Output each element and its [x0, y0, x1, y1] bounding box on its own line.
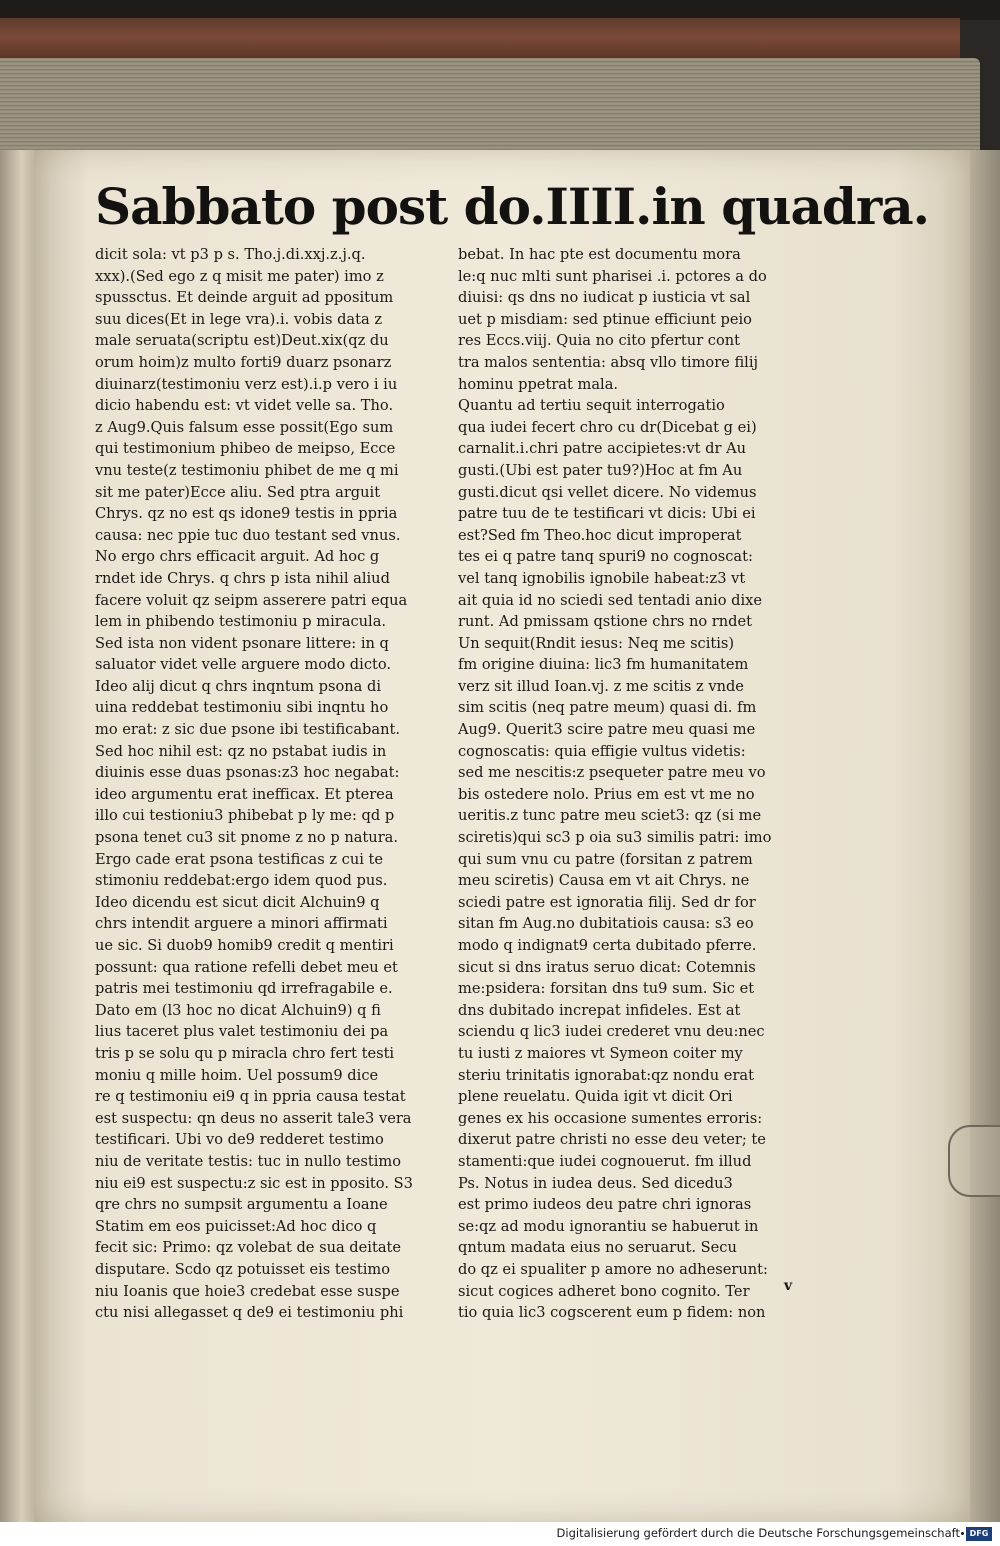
- book-cover-edge: [0, 0, 1000, 20]
- text-line: verz sit illud Ioan.vj. z me scitis z vnde: [458, 677, 744, 695]
- text-line: male seruata(scriptu est)Deut.xix(qz du: [95, 332, 389, 350]
- text-line: est primo iudeos deu patre chri ignoras: [458, 1196, 752, 1214]
- right-page-edges: [968, 150, 1000, 1522]
- text-line: diuinarz(testimoniu verz est).i.p vero i iu: [95, 375, 398, 393]
- footer-bar: [0, 1522, 1000, 1546]
- text-line: sicut si dns iratus seruo dicat: Cotemnis: [458, 958, 756, 976]
- text-line: dixerut patre christi no esse deu veter; te: [458, 1131, 766, 1149]
- text-line: niu ei9 est suspectu:z sic est in pposito. S3: [95, 1174, 413, 1192]
- funding-credit: Digitalisierung gefördert durch die Deutsche Forschungsgemeinschaft: [556, 1526, 960, 1540]
- text-line: illo cui testioniu3 phibebat p ly me: qd p: [95, 807, 395, 825]
- text-line: niu de veritate testis: tuc in nullo testimo: [95, 1152, 402, 1170]
- text-line: lem in phibendo testimoniu p miracula.: [95, 613, 387, 631]
- dfg-logo: DFG: [966, 1527, 992, 1541]
- text-line: hominu ppetrat mala.: [458, 375, 619, 393]
- text-line: est?Sed fm Theo.hoc dicut improperat: [458, 526, 742, 544]
- text-line: qntum madata eius no seruarut. Secu: [458, 1239, 737, 1257]
- right-text-column: [458, 244, 820, 1324]
- text-line: Aug9. Querit3 scire patre meu quasi me: [458, 721, 756, 739]
- text-line: cognoscatis: quia effigie vultus videtis:: [458, 742, 746, 760]
- text-line: res Eccs.viij. Quia no cito pfertur cont: [458, 332, 741, 350]
- text-line: genes ex his occasione sumentes erroris:: [458, 1109, 763, 1127]
- text-line: psona tenet cu3 sit pnome z no p natura.: [95, 829, 399, 847]
- text-line: sciendu q lic3 iudei crederet vnu deu:nec: [458, 1023, 765, 1041]
- text-line: orum hoim)z multo forti9 duarz psonarz: [95, 353, 392, 371]
- text-line: Sed hoc nihil est: qz no pstabat iudis in: [95, 742, 387, 760]
- left-text-column: [95, 244, 457, 1324]
- text-line: suu dices(Et in lege vra).i. vobis data z: [95, 310, 383, 328]
- text-line: dicit sola: vt p3 p s. Tho.j.di.xxj.z.j.q.: [95, 246, 366, 263]
- text-line: runt. Ad pmissam qstione chrs no rndet: [458, 613, 752, 631]
- text-line: dicio habendu est: vt videt velle sa. Tho.: [95, 397, 394, 415]
- text-line: diuisi: qs dns no iudicat p iusticia vt sal: [458, 289, 751, 307]
- text-line: Ideo alij dicut q chrs inqntum psona di: [95, 677, 382, 695]
- text-line: tra malos sententia: absq vllo timore filij: [458, 353, 759, 371]
- left-facing-leaf: [0, 150, 36, 1522]
- text-line: sciedi patre est ignoratia filij. Sed dr for: [458, 893, 756, 911]
- page-stack-edges: [0, 58, 980, 154]
- text-line: bis ostedere nolo. Prius em est vt me no: [458, 785, 755, 803]
- text-line: meu sciretis) Causa em vt ait Chrys. ne: [458, 872, 750, 890]
- text-line: disputare. Scdo qz potuisset eis testimo: [95, 1260, 391, 1278]
- text-line: No ergo chrs efficacit arguit. Ad hoc g: [95, 548, 380, 566]
- text-line: Un sequit(Rndit iesus: Neq me scitis): [458, 634, 735, 652]
- text-line: tes ei q patre tanq spuri9 no cognoscat:: [458, 548, 753, 566]
- text-line: gusti.dicut qsi vellet dicere. No videmus: [458, 483, 757, 501]
- text-line: Chrys. qz no est qs idone9 testis in ppria: [95, 505, 398, 523]
- text-line: tu iusti z maiores vt Symeon coiter my: [458, 1044, 743, 1062]
- text-line: z Aug9.Quis falsum esse possit(Ego sum: [95, 418, 394, 436]
- text-line: bebat. In hac pte est documentu mora: [458, 246, 741, 263]
- text-line: rndet ide Chrys. q chrs p ista nihil aliud: [95, 569, 390, 587]
- text-line: possunt: qua ratione refelli debet meu et: [95, 958, 398, 976]
- page-clip: [948, 1125, 1000, 1197]
- text-line: sed me nescitis:z psequeter patre meu vo: [458, 764, 766, 782]
- text-line: se:qz ad modu ignorantiu se habuerut in: [458, 1217, 759, 1235]
- text-line: uina reddebat testimoniu sibi inqntu ho: [95, 699, 389, 717]
- text-line: lius taceret plus valet testimoniu dei pa: [95, 1023, 389, 1041]
- text-line: tio quia lic3 cogscerent eum p fidem: non: [458, 1304, 766, 1322]
- text-line: qui sum vnu cu patre (forsitan z patrem: [458, 850, 753, 868]
- text-line: fm origine diuina: lic3 fm humanitatem: [458, 656, 749, 674]
- text-line: me:psidera: forsitan dns tu9 sum. Sic et: [458, 980, 755, 998]
- text-line: modo q indignat9 certa dubitado pferre.: [458, 937, 757, 954]
- text-line: Statim em eos puicisset:Ad hoc dico q: [95, 1217, 377, 1235]
- text-line: patris mei testimoniu qd irrefragabile e.: [95, 980, 393, 998]
- text-line: ue sic. Si duob9 homib9 credit q mentiri: [95, 937, 394, 954]
- text-line: dns dubitado increpat infideles. Est at: [458, 1001, 741, 1019]
- text-line: mo erat: z sic due psone ibi testificabant.: [95, 721, 400, 739]
- text-line: sit me pater)Ecce aliu. Sed ptra arguit: [95, 483, 381, 501]
- page-title: Sabbato post do.IIII.in quadra.: [95, 177, 930, 236]
- text-line: do qz ei spualiter p amore no adheserunt:: [458, 1260, 768, 1278]
- text-line: testificari. Ubi vo de9 redderet testimo: [95, 1131, 384, 1149]
- separator-dot: [961, 1532, 964, 1535]
- text-line: uet p misdiam: sed ptinue efficiunt peio: [458, 310, 752, 328]
- text-line: qui testimonium phibeo de meipso, Ecce: [95, 440, 396, 458]
- text-line: vnu teste(z testimoniu phibet de me q mi: [95, 461, 399, 479]
- text-line: sim scitis (neq patre meum) quasi di. fm: [458, 699, 757, 717]
- text-line: chrs intendit arguere a minori affirmati: [95, 915, 388, 933]
- text-line: xxx).(Sed ego z q misit me pater) imo z: [95, 267, 384, 285]
- text-line: stimoniu reddebat:ergo idem quod pus.: [95, 872, 388, 890]
- text-line: Dato em (l3 hoc no dicat Alchuin9) q fi: [95, 1001, 381, 1019]
- text-line: fecit sic: Primo: qz volebat de sua deitate: [95, 1239, 402, 1257]
- text-line: re q testimoniu ei9 q in ppria causa testat: [95, 1088, 406, 1106]
- text-line: plene reuelatu. Quida igit vt dicit Ori: [458, 1088, 733, 1106]
- red-binding-edge: [0, 18, 960, 60]
- catchword: v: [784, 1278, 793, 1294]
- text-line: niu Ioanis que hoie3 credebat esse suspe: [95, 1282, 400, 1300]
- text-line: vel tanq ignobilis ignobile habeat:z3 vt: [458, 569, 746, 587]
- text-line: le:q nuc mlti sunt pharisei .i. pctores a do: [458, 267, 767, 285]
- text-line: sciretis)qui sc3 p oia su3 similis patri: imo: [458, 829, 772, 847]
- text-line: facere voluit qz seipm asserere patri equa: [95, 591, 408, 609]
- text-line: sicut cogices adheret bono cognito. Ter: [458, 1282, 750, 1300]
- text-line: Ideo dicendu est sicut dicit Alchuin9 q: [95, 893, 380, 911]
- text-line: Ergo cade erat psona testificas z cui te: [95, 850, 384, 868]
- text-line: steriu trinitatis ignorabat:qz nondu erat: [458, 1066, 754, 1084]
- text-line: est suspectu: qn deus no asserit tale3 vera: [95, 1109, 412, 1127]
- text-line: sitan fm Aug.no dubitatiois causa: s3 eo: [458, 915, 754, 933]
- text-line: causa: nec ppie tuc duo testant sed vnus.: [95, 526, 401, 544]
- text-line: ctu nisi allegasset q de9 ei testimoniu phi: [95, 1304, 404, 1322]
- text-line: qua iudei fecert chro cu dr(Dicebat g ei): [458, 418, 757, 436]
- text-line: tris p se solu qu p miracla chro fert testi: [95, 1044, 395, 1062]
- text-line: ueritis.z tunc patre meu sciet3: qz (si me: [458, 807, 762, 825]
- text-line: Sed ista non vident psonare littere: in q: [95, 634, 389, 652]
- text-line: carnalit.i.chri patre accipietes:vt dr Au: [458, 440, 747, 458]
- text-line: gusti.(Ubi est pater tu9?)Hoc at fm Au: [458, 461, 743, 479]
- text-line: Quantu ad tertiu sequit interrogatio: [458, 397, 725, 415]
- text-line: Ps. Notus in iudea deus. Sed dicedu3: [458, 1174, 733, 1192]
- text-line: patre tuu de te testificari vt dicis: Ubi ei: [458, 505, 756, 523]
- text-line: stamenti:que iudei cognouerut. fm illud: [458, 1152, 752, 1170]
- text-line: qre chrs no sumpsit argumentu a Ioane: [95, 1196, 388, 1214]
- text-line: moniu q mille hoim. Uel possum9 dice: [95, 1066, 379, 1084]
- text-line: ideo argumentu erat inefficax. Et pterea: [95, 785, 394, 803]
- text-line: saluator videt velle arguere modo dicto.: [95, 656, 392, 674]
- text-line: spussctus. Et deinde arguit ad ppositum: [95, 289, 394, 307]
- text-line: diuinis esse duas psonas:z3 hoc negabat:: [95, 764, 400, 782]
- text-line: ait quia id no sciedi sed tentadi anio dixe: [458, 591, 762, 609]
